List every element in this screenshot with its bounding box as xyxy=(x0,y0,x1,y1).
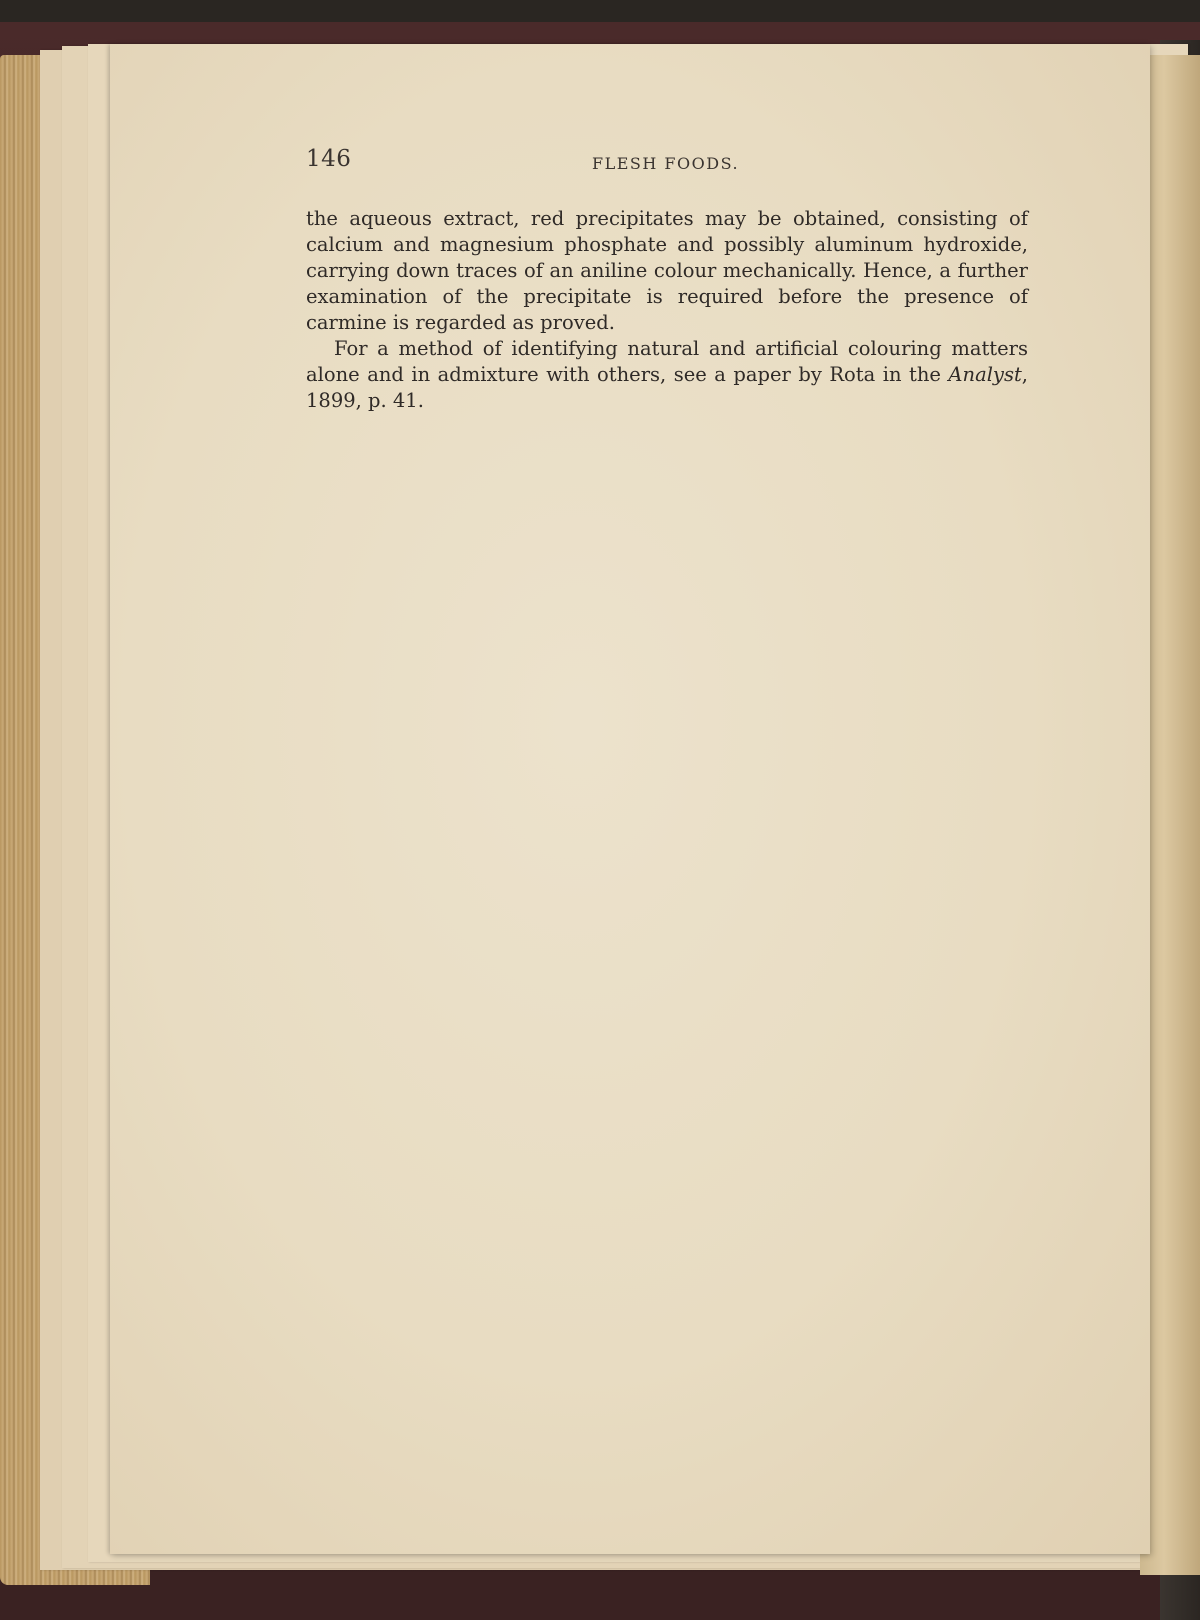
running-head xyxy=(306,146,1026,180)
body-text xyxy=(306,206,1028,414)
paragraph-2-text-after: , 1899, p. 41. xyxy=(306,363,1028,412)
header-title: FLESH FOODS. xyxy=(592,154,740,173)
journal-title: Analyst xyxy=(948,363,1022,386)
paragraph-2-text-before: For a method of identifying natural and artificial colouring matters alone and in admixture with others, see a paper by Rota in the xyxy=(306,337,1028,386)
paragraph-2 xyxy=(306,336,1028,414)
page-number: 146 xyxy=(306,146,352,172)
paragraph-1: the aqueous extract, red precipitates may be obtained, consisting of calcium and magnesium phosphate and possibly aluminum hydroxide, carrying down traces of an aniline colour mechanically. Hence, a further examination of the precipitate is required before the presence of carmine is regarded as proved. xyxy=(306,207,1028,334)
